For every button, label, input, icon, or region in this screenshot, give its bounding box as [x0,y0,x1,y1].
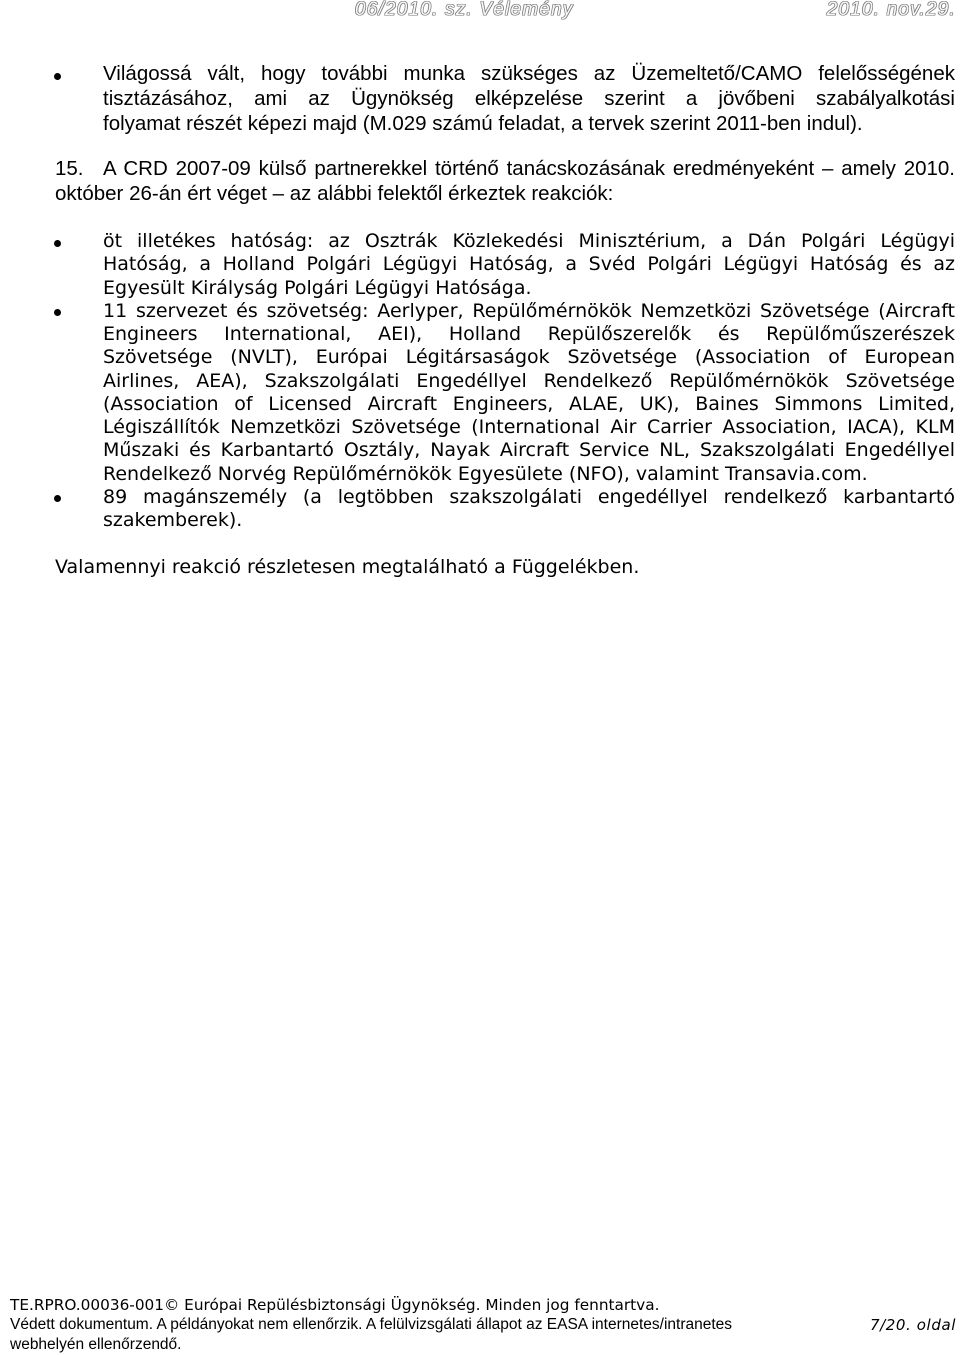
footer-copyright: TE.RPRO.00036-001© Európai Repülésbiztonsági Ügynökség. Minden jog fenntartva. [10,1296,660,1314]
bullet-icon [54,309,61,316]
text-line: Légiszállítók Nemzetközi Szövetsége (International Air Carrier Association, IACA), KLM [103,416,955,438]
text-line: tisztázásához, ami az Ügynökség elképzelése szerint a jövőbeni szabályalkotási [103,86,955,110]
bullet-icon [54,495,61,502]
respondents-list [103,230,955,532]
bullet-icon [54,240,61,247]
header-opinion-number: 06/2010. sz. Vélemény [355,0,574,20]
text-line: Szövetsége (NVLT), Európai Légitársaságok Szövetsége (Association of European [103,346,955,369]
intro-bullet-item [103,62,955,136]
footer-notice-line: Védett dokumentum. A példányokat nem ellenőrzik. A felülvizsgálati állapot az EASA internetes/intranetes [10,1316,733,1333]
text-line: 11 szervezet és szövetség: Aerlyper, Repülőmérnökök Nemzetközi Szövetsége (Aircraft [103,299,955,322]
text-line: Engineers International, AEI), Holland Repülőszerelők és Repülőműszerészek [103,323,955,345]
footer-notice-line: webhelyén ellenőrzendő. [10,1336,182,1353]
text-line: Airlines, AEA), Szakszolgálati Engedéllyel Rendelkező Repülőmérnökök Szövetsége [103,369,955,392]
footer-notice [10,1315,732,1355]
text-line: 89 magánszemély (a legtöbben szakszolgálati engedéllyel rendelkező karbantartó [103,485,955,508]
text-line: Hatóság, a Holland Polgári Légügyi Hatóság, a Svéd Polgári Légügyi Hatóság és az [103,253,955,276]
list-item-authorities [103,230,955,300]
header-date: 2010. nov.29. [826,0,956,20]
list-item-organisations [103,300,955,486]
text-line: folyamat részét képezi majd (M.029 számú feladat, a tervek szerint 2011-ben indul). [103,111,863,135]
text-line: Rendelkező Norvég Repülőmérnökök Egyesülete (NFO), valamint Transavia.com. [103,462,868,485]
paragraph-15 [55,157,955,207]
paragraph-number: 15. [55,157,84,180]
text-line: Egyesült Királyság Polgári Légügyi Hatósága. [103,276,532,299]
text-line: öt illetékes hatóság: az Osztrák Közlekedési Minisztérium, a Dán Polgári Légügyi [103,230,955,252]
list-item-individuals [103,486,955,533]
text-line: A CRD 2007-09 külső partnerekkel történő tanácskozásának eredményeként – amely 2010. [103,157,955,180]
text-line: Világossá vált, hogy további munka szükséges az Üzemeltető/CAMO felelősségének [103,62,955,85]
text-line: szakemberek). [103,509,243,531]
page-number: 7/20. oldal [869,1316,956,1334]
text-line: október 26-án ért véget – az alábbi felektől érkeztek reakciók: [55,181,614,205]
bullet-icon [54,73,61,80]
closing-paragraph: Valamennyi reakció részletesen megtalálható a Függelékben. [55,556,640,578]
text-line: (Association of Licensed Aircraft Engineers, ALAE, UK), Baines Simmons Limited, [103,392,955,415]
text-line: Műszaki és Karbantartó Osztály, Nayak Aircraft Service NL, Szakszolgálati Engedéllyel [103,439,955,462]
